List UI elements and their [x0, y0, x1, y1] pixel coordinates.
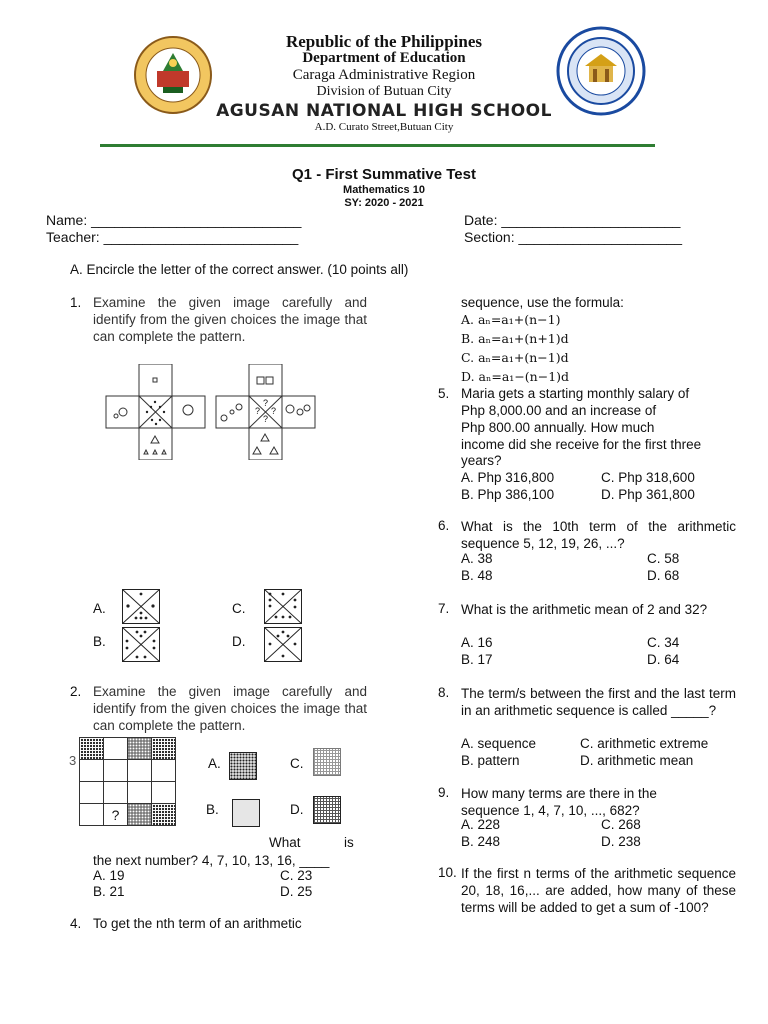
q4-option-c[interactable]: C. aₙ=a₁+(n−1)d	[461, 350, 569, 365]
q2-cell	[128, 782, 152, 804]
q3-option-b[interactable]: B. 21	[93, 884, 125, 899]
q1-choice-d-label[interactable]: D.	[232, 634, 246, 649]
q3-option-a[interactable]: A. 19	[93, 868, 125, 883]
q9-option-d[interactable]: D. 238	[601, 834, 641, 849]
q5-option-a[interactable]: A. Php 316,800	[461, 470, 555, 485]
header-republic: Republic of the Philippines	[285, 32, 482, 51]
date-field[interactable]: Date: _______________________	[464, 212, 681, 228]
q8-number: 8.	[438, 685, 450, 700]
q10-number: 10.	[438, 865, 457, 880]
q5-line-5: years?	[461, 453, 502, 468]
q6-number: 6.	[438, 518, 450, 533]
q1-choice-c-label[interactable]: C.	[232, 601, 246, 616]
q2-choice-c-label[interactable]: C.	[290, 756, 304, 771]
q1-choice-c-image[interactable]	[264, 589, 302, 627]
q2-number: 2.	[70, 684, 82, 699]
q3-option-c[interactable]: C. 23	[280, 868, 313, 883]
q2-choice-a-label[interactable]: A.	[208, 756, 221, 771]
q9-option-a[interactable]: A. 228	[461, 817, 501, 832]
q5-option-b[interactable]: B. Php 386,100	[461, 487, 555, 502]
q3-number: 3	[69, 753, 77, 768]
q2-choice-d-image[interactable]	[313, 796, 341, 824]
header-rule	[100, 144, 655, 147]
q2-cell	[104, 760, 128, 782]
q9-option-b[interactable]: B. 248	[461, 834, 501, 849]
header-division: Division of Butuan City	[316, 84, 452, 99]
q7-number: 7.	[438, 601, 450, 616]
q5-line-1: Maria gets a starting monthly salary of	[461, 386, 690, 401]
q1-figure-left	[104, 364, 208, 460]
q1-qmark-2: ?	[255, 406, 261, 416]
q7-text: What is the arithmetic mean of 2 and 32?	[461, 602, 708, 617]
q2-choice-a-image[interactable]	[229, 752, 257, 780]
q2-cell-dotted	[152, 804, 176, 826]
teacher-field[interactable]: Teacher: _________________________	[46, 229, 299, 245]
q3-text: the next number? 4, 7, 10, 13, 16, ____	[93, 853, 330, 868]
q3-what: What	[269, 835, 301, 850]
q2-cell	[128, 760, 152, 782]
q3-option-d[interactable]: D. 25	[280, 884, 313, 899]
q6-option-a[interactable]: A. 38	[461, 551, 493, 566]
q1-qmark-3: ?	[271, 406, 277, 416]
q2-choice-d-label[interactable]: D.	[290, 802, 304, 817]
q2-cell	[104, 738, 128, 760]
q2-cell	[80, 782, 104, 804]
section-field[interactable]: Section: _____________________	[464, 229, 682, 245]
q5-number: 5.	[438, 386, 450, 401]
q1-figure-right	[214, 364, 318, 460]
q8-text: The term/s between the first and the last term in an arithmetic sequence is called _____?	[461, 686, 736, 718]
q2-cell	[152, 760, 176, 782]
q8-option-a[interactable]: A. sequence	[461, 736, 537, 751]
q9-text: How many terms are there in the sequence 1, 4, 7, 10, ..., 682?	[461, 786, 657, 818]
q1-choice-b-label[interactable]: B.	[93, 634, 106, 649]
q7-option-c[interactable]: C. 34	[647, 635, 680, 650]
q7-option-d[interactable]: D. 64	[647, 652, 680, 667]
q4-text: To get the nth term of an arithmetic	[93, 916, 302, 931]
q5-line-2: Php 8,000.00 and an increase of	[461, 403, 657, 418]
q4-option-d[interactable]: D. aₙ=a₁−(n−1)d	[461, 369, 570, 384]
q2-cell-dotted	[80, 738, 104, 760]
q8-option-c[interactable]: C. arithmetic extreme	[580, 736, 709, 751]
q2-choice-c-image[interactable]	[313, 748, 341, 776]
q7-option-a[interactable]: A. 16	[461, 635, 493, 650]
q5-line-3: Php 800.00 annually. How much	[461, 420, 655, 435]
q8-option-d[interactable]: D. arithmetic mean	[580, 753, 694, 768]
q1-text: Examine the given image carefully and identify from the given choices the image that can complete the pattern.	[93, 295, 367, 344]
q1-choice-d-image[interactable]	[264, 627, 302, 665]
test-title: Q1 - First Summative Test	[292, 166, 476, 183]
q5-option-c[interactable]: C. Php 318,600	[601, 470, 695, 485]
header-department: Department of Education	[302, 50, 466, 66]
q2-choice-b-image[interactable]	[232, 799, 260, 827]
q4-number: 4.	[70, 916, 82, 931]
q6-option-d[interactable]: D. 68	[647, 568, 680, 583]
q2-cell	[80, 804, 104, 826]
header-school-name: AGUSAN NATIONAL HIGH SCHOOL	[216, 101, 552, 121]
q9-option-c[interactable]: C. 268	[601, 817, 641, 832]
q10-text: If the first n terms of the arithmetic sequence 20, 18, 16,... are added, how many of these terms will be added to get a sum of -100?	[461, 866, 736, 915]
q2-cell	[104, 782, 128, 804]
q4-text-continued: sequence, use the formula:	[461, 295, 624, 310]
q6-text: What is the 10th term of the arithmetic sequence 5, 12, 19, 26, ...?	[461, 519, 736, 551]
test-subject: Mathematics 10	[343, 184, 425, 196]
q1-choice-b-image[interactable]	[122, 627, 160, 665]
q8-option-b[interactable]: B. pattern	[461, 753, 520, 768]
q2-cell-hatched	[128, 804, 152, 826]
q7-option-b[interactable]: B. 17	[461, 652, 493, 667]
q2-missing-cell: ?	[104, 804, 128, 826]
q2-text: Examine the given image carefully and identify from the given choices the image that can complete the pattern.	[93, 684, 367, 733]
name-field[interactable]: Name: ___________________________	[46, 212, 302, 228]
q2-cell	[152, 782, 176, 804]
q6-option-b[interactable]: B. 48	[461, 568, 493, 583]
q2-cell-dotted	[152, 738, 176, 760]
q4-option-a[interactable]: A. aₙ=a₁+(n−1)	[461, 312, 561, 327]
q2-cell-hatched	[128, 738, 152, 760]
q9-number: 9.	[438, 785, 450, 800]
header-address: A.D. Curato Street,Butuan City	[314, 121, 454, 133]
q1-number: 1.	[70, 295, 82, 310]
q5-line-4: income did she receive for the first three	[461, 437, 702, 452]
q5-option-d[interactable]: D. Php 361,800	[601, 487, 695, 502]
q2-cell	[80, 760, 104, 782]
q1-qmark-1: ?	[263, 398, 269, 408]
q2-choice-b-label[interactable]: B.	[206, 802, 219, 817]
q3-is: is	[344, 835, 354, 850]
q1-choice-a-image[interactable]	[122, 589, 160, 627]
header-region: Caraga Administrative Region	[292, 67, 476, 83]
instruction: A. Encircle the letter of the correct answer. (10 points all)	[70, 262, 409, 277]
q2-grid-figure	[79, 737, 176, 826]
test-school-year: SY: 2020 - 2021	[344, 197, 424, 209]
q4-option-b[interactable]: B. aₙ=a₁+(n+1)d	[461, 331, 569, 346]
q1-qmark-4: ?	[263, 414, 269, 424]
q1-choice-a-label[interactable]: A.	[93, 601, 106, 616]
q6-option-c[interactable]: C. 58	[647, 551, 680, 566]
